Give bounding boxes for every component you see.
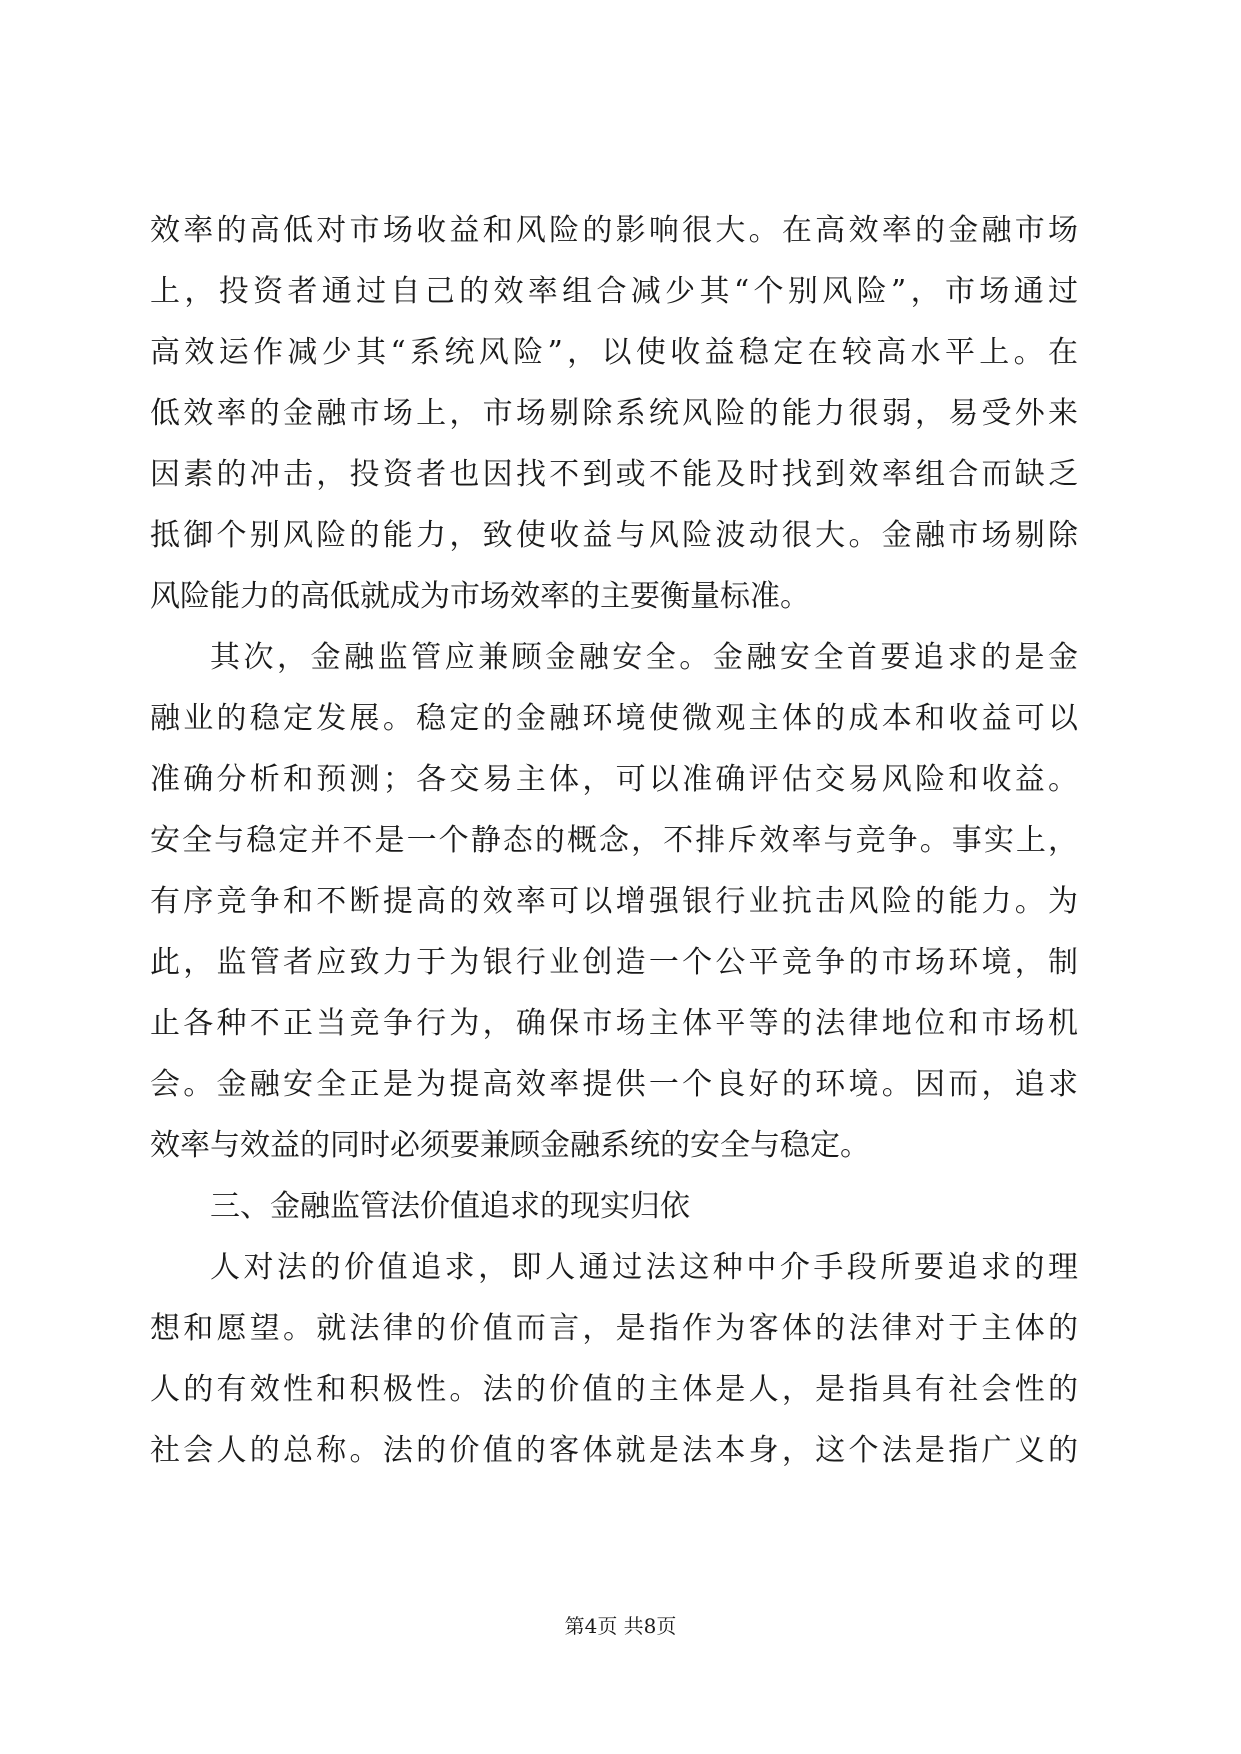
text-line: 会。金融安全正是为提高效率提供一个良好的环境。因而，追求	[150, 1067, 1078, 1102]
text-line: 高效运作减少其“系统风险”，以使收益稳定在较高水平上。在	[150, 335, 1078, 370]
section-heading: 三、金融监管法价值追求的现实归依	[210, 1189, 690, 1224]
text-line: 因素的冲击，投资者也因找不到或不能及时找到效率组合而缺乏	[150, 457, 1078, 492]
text-line: 社会人的总称。法的价值的客体就是法本身，这个法是指广义的	[150, 1433, 1078, 1468]
text-line: 人的有效性和积极性。法的价值的主体是人，是指具有社会性的	[150, 1372, 1078, 1407]
text-line: 风险能力的高低就成为市场效率的主要衡量标准。	[150, 579, 810, 614]
text-line: 准确分析和预测；各交易主体，可以准确评估交易风险和收益。	[150, 762, 1078, 797]
text-line: 抵御个别风险的能力，致使收益与风险波动很大。金融市场剔除	[150, 518, 1078, 553]
text-line: 低效率的金融市场上，市场剔除系统风险的能力很弱，易受外来	[150, 396, 1078, 431]
body-text	[150, 200, 1078, 1481]
paragraph-first-line: 人对法的价值追求，即人通过法这种中介手段所要追求的理	[210, 1250, 1078, 1285]
text-line: 融业的稳定发展。稳定的金融环境使微观主体的成本和收益可以	[150, 701, 1078, 736]
text-line: 有序竞争和不断提高的效率可以增强银行业抗击风险的能力。为	[150, 884, 1078, 919]
text-line: 效率的高低对市场收益和风险的影响很大。在高效率的金融市场	[150, 213, 1078, 248]
text-line: 想和愿望。就法律的价值而言，是指作为客体的法律对于主体的	[150, 1311, 1078, 1346]
page-number-footer: 第4页 共8页	[564, 1614, 677, 1638]
text-line: 安全与稳定并不是一个静态的概念，不排斥效率与竞争。事实上，	[150, 823, 1078, 858]
text-line: 此，监管者应致力于为银行业创造一个公平竞争的市场环境，制	[150, 945, 1078, 980]
paragraph-first-line: 其次，金融监管应兼顾金融安全。金融安全首要追求的是金	[210, 640, 1078, 675]
text-line: 效率与效益的同时必须要兼顾金融系统的安全与稳定。	[150, 1128, 870, 1163]
text-line: 止各种不正当竞争行为，确保市场主体平等的法律地位和市场机	[150, 1006, 1078, 1041]
text-line: 上，投资者通过自己的效率组合减少其“个别风险”，市场通过	[150, 274, 1078, 309]
